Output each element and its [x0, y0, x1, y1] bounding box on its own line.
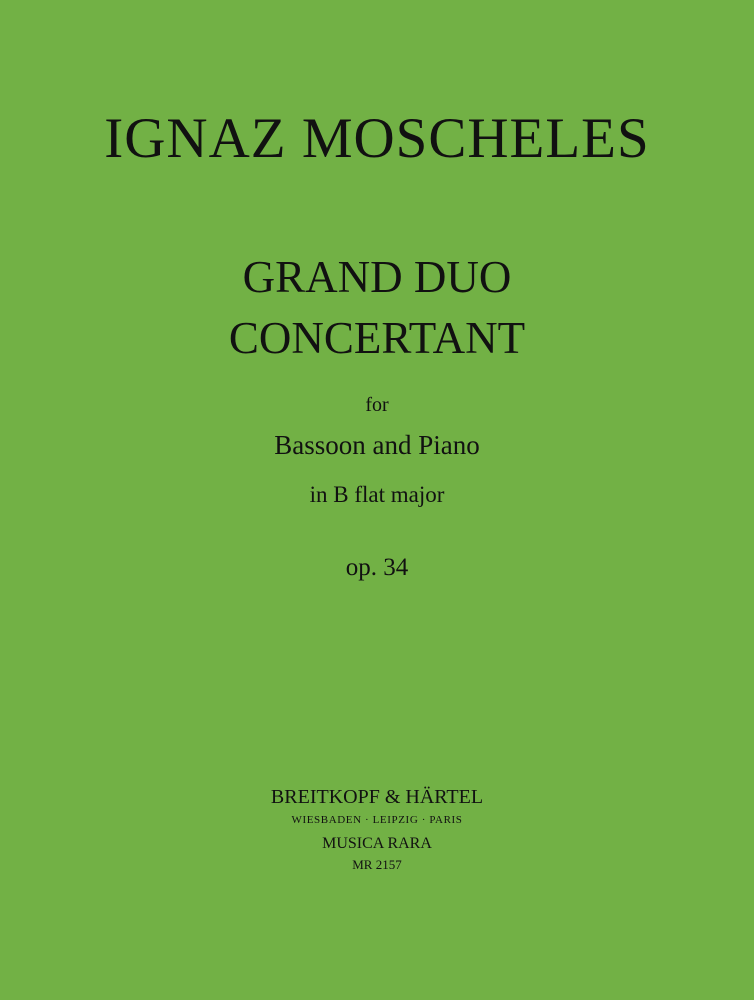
- instrumentation: Bassoon and Piano: [274, 430, 480, 460]
- composer-name: IGNAZ MOSCHELES: [104, 107, 650, 170]
- imprint-name: MUSICA RARA: [322, 835, 432, 852]
- opus-number: op. 34: [345, 554, 409, 581]
- key-signature-text: in B flat major: [309, 482, 445, 507]
- work-title-line-1: GRAND DUO: [242, 252, 512, 302]
- publisher-name: BREITKOPF & HÄRTEL: [270, 786, 484, 808]
- publisher-cities: WIESBADEN · LEIPZIG · PARIS: [291, 814, 463, 826]
- for-label: for: [365, 394, 389, 416]
- catalog-number: MR 2157: [352, 857, 402, 872]
- work-title-line-2: CONCERTANT: [228, 313, 526, 363]
